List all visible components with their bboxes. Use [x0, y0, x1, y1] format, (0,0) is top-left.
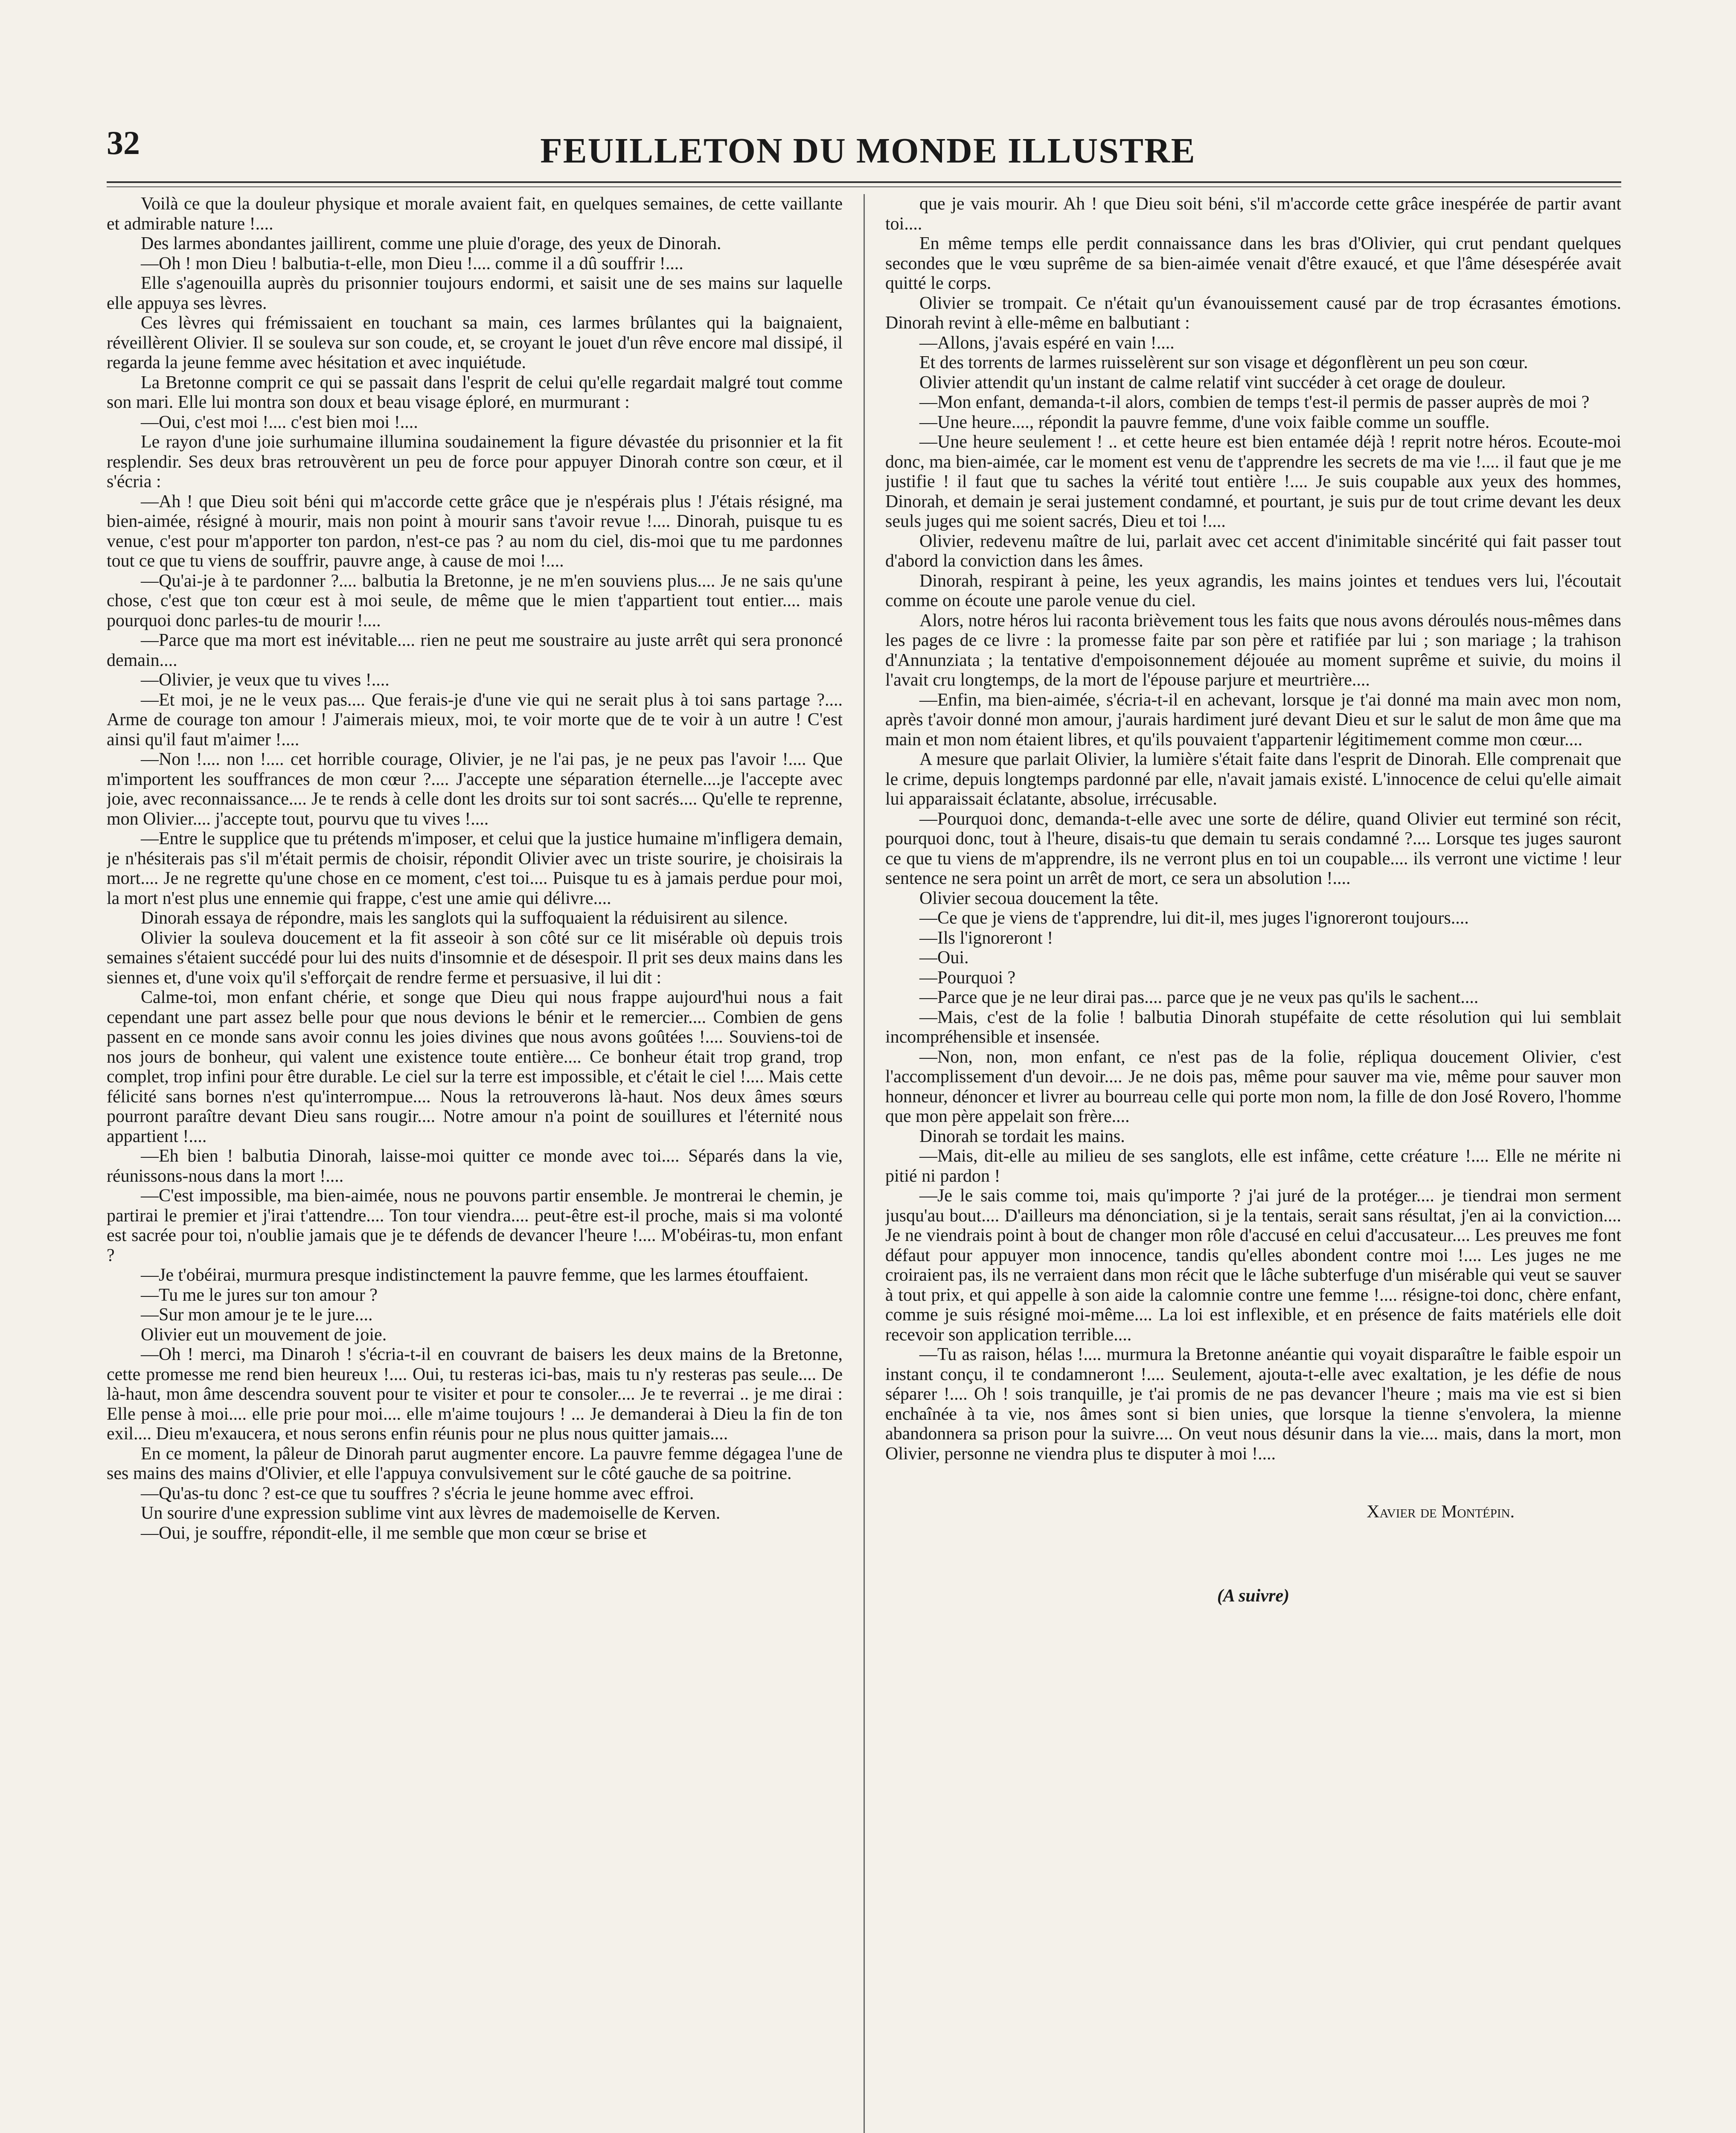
paragraph: Des larmes abondantes jaillirent, comme une pluie d'orage, des yeux de Dinorah. — [141, 234, 721, 253]
paragraph: —Non, non, mon enfant, ce n'est pas de la folie, répliqua doucement Olivier, c'est l'accomplissement d'un devoir.... Je ne dois pas, même pour sauver ma vie, même pour sauver mon honneur, dénoncer et livrer au bourreau celle qui porte mon nom, la fille de don José Rovero, l'homme que mon père appelait son frère.... — [885, 1047, 1621, 1126]
paragraph: —Une heure seulement ! .. et cette heure est bien entamée déjà ! reprit notre héros. Ecoute-moi donc, ma bien-aimée, car le moment est venu de t'apprendre les secrets de ma vie !.... il faut que je me justifie ! il faut que tu saches la vérité tout entière !.... Je suis coupable aux yeux des hommes, Dinorah, et demain je serai justement condamné, et pourtant, je suis pur de tout crime devant les deux seuls juges qui me soient sacrés, Dieu et toi !.... — [885, 432, 1621, 531]
paragraph: —Parce que ma mort est inévitable.... rien ne peut me soustraire au juste arrêt qui sera prononcé demain.... — [107, 631, 843, 670]
paragraph: —Une heure...., répondit la pauvre femme, d'une voix faible comme un souffle. — [919, 412, 1490, 432]
paragraph: —Pourquoi ? — [919, 968, 1016, 988]
author-signature: Xavier de Montépin. — [1367, 1502, 1515, 1522]
paragraph: A mesure que parlait Olivier, la lumière s'était faite dans l'esprit de Dinorah. Elle comprenait que le crime, depuis longtemps pardonné par elle, n'avait jamais existé. L'innocence de celui qu'elle aimait lui apparaissait éclatante, absolue, irrécusable. — [885, 750, 1621, 809]
paragraph: —Ils l'ignoreront ! — [919, 928, 1053, 948]
running-title: FEUILLETON DU MONDE ILLUSTRE — [540, 131, 1196, 171]
paragraph: Et des torrents de larmes ruisselèrent sur son visage et dégonflèrent un peu son cœur. — [919, 353, 1528, 372]
paragraph: En ce moment, la pâleur de Dinorah parut augmenter encore. La pauvre femme dégagea l'une de ses mains des mains d'Olivier, et elle l'appuya convulsivement sur le côté gauche de sa poitrine. — [107, 1444, 843, 1483]
paragraph: —Qu'as-tu donc ? est-ce que tu souffres ? s'écria le jeune homme avec effroi. — [141, 1483, 694, 1503]
paragraph: —Oui. — [919, 948, 969, 968]
paragraph: —Mais, c'est de la folie ! balbutia Dinorah stupéfaite de cette résolution qui lui semblait incompréhensible et insensée. — [885, 1007, 1621, 1047]
paragraph: —Ce que je viens de t'apprendre, lui dit-il, mes juges l'ignoreront toujours.... — [919, 908, 1469, 928]
paragraph: —Et moi, je ne le veux pas.... Que ferais-je d'une vie qui ne serait plus à toi sans partage ?.... Arme de courage ton amour ! J'aimerais mieux, moi, te voir morte que de te voir à un autre ! C'est ainsi qu'il faut m'aimer !.... — [107, 690, 843, 750]
right-column-paragraphs — [885, 194, 1621, 1464]
paragraph: —Mais, dit-elle au milieu de ses sanglots, elle est infâme, cette créature !.... Elle ne mérite ni pitié ni pardon ! — [885, 1146, 1621, 1186]
paragraph: Le rayon d'une joie surhumaine illumina soudainement la figure dévastée du prisonnier et la fit resplendir. Ses deux bras retrouvèrent un peu de force pour appuyer Dinorah contre son cœur, et il s'écria : — [107, 432, 843, 491]
paragraph: —Oui, c'est moi !.... c'est bien moi !.... — [141, 412, 418, 432]
paragraph: Olivier secoua doucement la tête. — [919, 888, 1159, 908]
paragraph: La Bretonne comprit ce qui se passait dans l'esprit de celui qu'elle regardait malgré tout comme son mari. Elle lui montra son doux et beau visage éploré, en murmurant : — [107, 372, 843, 412]
paragraph: —Eh bien ! balbutia Dinorah, laisse-moi quitter ce monde avec toi.... Séparés dans la vie, réunissons-nous dans la mort !.... — [107, 1146, 843, 1186]
text-columns — [107, 194, 1621, 2133]
paragraph: —Olivier, je veux que tu vives !.... — [141, 670, 390, 690]
paragraph: Olivier eut un mouvement de joie. — [141, 1325, 387, 1345]
to-be-continued: (A suivre) — [1217, 1586, 1290, 1606]
paragraph: Elle s'agenouilla auprès du prisonnier toujours endormi, et saisit une de ses mains sur laquelle elle appuya ses lèvres. — [107, 273, 843, 313]
page-number: 32 — [107, 124, 140, 161]
paragraph: Dinorah, respirant à peine, les yeux agrandis, les mains jointes et tendues vers lui, l'écoutait comme on écoute une parole venue du ciel. — [885, 571, 1621, 610]
paragraph: —Tu as raison, hélas !.... murmura la Bretonne anéantie qui voyait disparaître le faible espoir un instant conçu, il te condamneront !.... Seulement, ajouta-t-elle avec exaltation, je les défie de nous séparer !.... Oh ! sois tranquille, je t'ai promis de ne pas devancer l'heure ; mais ma vie est si bien enchaînée à ta vie, nos âmes sont si bien unies, que lorsque la tienne s'envolera, la mienne abandonnera sa prison pour la suivre.... On veut nous désunir dans la vie.... mais, dans la mort, mon Olivier, personne ne viendra plus te disputer à moi !.... — [885, 1345, 1621, 1464]
paragraph: —Entre le supplice que tu prétends m'imposer, et celui que la justice humaine m'infligera demain, je n'hésiterais pas s'il m'était permis de choisir, répondit Olivier avec un triste sourire, je choisirais la mort.... Je ne regrette qu'une chose en ce moment, c'est toi.... Puisque tu es à jamais perdue pour moi, la mort n'est plus une ennemie qui frappe, c'est une amie qui délivre.... — [107, 829, 843, 908]
paragraph: Ces lèvres qui frémissaient en touchant sa main, ces larmes brûlantes qui la baignaient, réveillèrent Olivier. Il se souleva sur son coude, et, se croyant le jouet d'un rêve encore mal dissipé, il regarda la jeune femme avec hésitation et avec inquiétude. — [107, 313, 843, 372]
paragraph: En même temps elle perdit connaissance dans les bras d'Olivier, qui crut pendant quelques secondes que le vœu suprême de sa bien-aimée venait d'être exaucé, et que l'âme désespérée avait quitté le corps. — [885, 234, 1621, 293]
paragraph: —C'est impossible, ma bien-aimée, nous ne pouvons partir ensemble. Je montrerai le chemin, je partirai le premier et j'irai t'attendre.... Ton tour viendra.... peut-être est-il proche, mais si ma volonté est sacrée pour toi, n'oublie jamais que je te défends de devancer l'heure !.... M'obéiras-tu, mon enfant ? — [107, 1186, 843, 1265]
paragraph: —Pourquoi donc, demanda-t-elle avec une sorte de délire, quand Olivier eut terminé son récit, pourquoi donc, tout à l'heure, disais-tu que demain tu serais condamné ?.... Lorsque tes juges sauront ce que tu viens de m'apprendre, ils ne verront plus en toi un coupable.... ils verront une victime ! leur sentence ne sera point un arrêt de mort, ce sera un absolution !.... — [885, 809, 1621, 888]
paragraph: —Enfin, ma bien-aimée, s'écria-t-il en achevant, lorsque je t'ai donné ma main avec mon nom, après t'avoir donné mon amour, j'aurais hardiment juré devant Dieu et sur le salut de mon âme que ma main et mon nom étaient libres, et qu'ils pouvaient t'appartenir légitimement comme mon cœur.... — [885, 690, 1621, 750]
right-column — [885, 194, 1621, 2133]
paragraph: Calme-toi, mon enfant chérie, et songe que Dieu qui nous frappe aujourd'hui nous a fait cependant une part assez belle pour que nous devions le bénir et le remercier.... Combien de gens passent en ce monde sans avoir connu les joies divines que nous avons goûtées !.... Souviens-toi de nos jours de bonheur, qui valent une existence toute entière.... Ce bonheur était trop grand, trop complet, trop infini pour être durable. Le ciel sur la terre est impossible, et c'était le ciel !.... Mais cette félicité sans bornes n'est qu'interrompue.... Nous la retrouverons là-haut. Nos deux âmes sœurs pourront paraître devant Dieu sans rougir.... Notre amour n'a point de souillures et l'éternité nous appartient !.... — [107, 988, 843, 1146]
paragraph: —Oh ! mon Dieu ! balbutia-t-elle, mon Dieu !.... comme il a dû souffrir !.... — [141, 253, 683, 273]
paragraph: —Parce que je ne leur dirai pas.... parce que je ne veux pas qu'ils le sachent.... — [919, 988, 1479, 1007]
column-divider — [864, 194, 865, 2133]
paragraph: —Allons, j'avais espéré en vain !.... — [919, 333, 1175, 353]
paragraph: —Je le sais comme toi, mais qu'importe ? j'ai juré de la protéger.... je tiendrai mon serment jusqu'au bout.... D'ailleurs ma dénonciation, si je la tentais, serait sans résultat, j'en ai la conviction.... Je ne viendrais point à bout de changer mon rôle d'accusé en celui d'accusateur.... Les preuves me font défaut pour appuyer mon innocence, tandis qu'elles abondent contre moi !.... Les juges ne me croiraient pas, ils ne verraient dans mon récit que le lâche subterfuge d'un misérable qui veut se sauver à tout prix, et qui appelle à son aide la calomnie contre une femme !.... résigne-toi donc, chère enfant, comme je suis résigné moi-même.... La loi est inflexible, et en présence de faits matériels elle doit recevoir son application terrible.... — [885, 1186, 1621, 1345]
paragraph: Alors, notre héros lui raconta brièvement tous les faits que nous avons déroulés nous-mêmes dans les pages de ce livre : la promesse faite par son père et ratifiée par lui ; son mariage ; la trahison d'Annunziata ; la tentative d'empoisonnement déjouée au moment suprême et suivie, du moins il l'avait cru longtemps, de la mort de l'épouse parjure et meurtrière.... — [885, 610, 1621, 690]
paragraph: —Tu me le jures sur ton amour ? — [141, 1285, 378, 1305]
header-rule-thin — [107, 186, 1621, 187]
left-column — [107, 194, 843, 2133]
paragraph: Un sourire d'une expression sublime vint aux lèvres de mademoiselle de Kerven. — [141, 1503, 721, 1523]
paragraph: —Qu'ai-je à te pardonner ?.... balbutia la Bretonne, je ne m'en souviens plus.... Je ne sais qu'une chose, c'est que ton cœur est à moi seule, de même que le mien t'appartient tout entier.... mais pourquoi donc parles-tu de mourir !.... — [107, 571, 843, 631]
paragraph: —Mon enfant, demanda-t-il alors, combien de temps t'est-il permis de passer auprès de moi ? — [919, 392, 1590, 412]
paragraph: que je vais mourir. Ah ! que Dieu soit béni, s'il m'accorde cette grâce inespérée de partir avant toi.... — [885, 194, 1621, 234]
paragraph: —Oui, je souffre, répondit-elle, il me semble que mon cœur se brise et — [141, 1523, 647, 1543]
header-rule — [107, 181, 1621, 183]
paragraph: Olivier se trompait. Ce n'était qu'un évanouissement causé par de trop écrasantes émotions. Dinorah revint à elle-même en balbutiant : — [885, 293, 1621, 333]
paragraph: Olivier la souleva doucement et la fit asseoir à son côté sur ce lit misérable où depuis trois semaines s'étaient succédé pour lui des nuits d'insomnie et de désespoir. Il prit ses deux mains dans les siennes et, d'une voix qu'il s'efforçait de rendre ferme et persuasive, il lui dit : — [107, 928, 843, 988]
paragraph: Olivier attendit qu'un instant de calme relatif vint succéder à cet orage de douleur. — [919, 372, 1506, 392]
paragraph: —Sur mon amour je te le jure.... — [141, 1305, 373, 1325]
paragraph: Olivier, redevenu maître de lui, parlait avec cet accent d'inimitable sincérité qui fait passer tout d'abord la conviction dans les âmes. — [885, 531, 1621, 571]
paragraph: —Ah ! que Dieu soit béni qui m'accorde cette grâce que je n'espérais plus ! J'étais résigné, ma bien-aimée, résigné à mourir, mais non point à mourir sans t'avoir revue !.... Dinorah, puisque tu es venue, c'est pour m'apporter ton pardon, n'est-ce pas ? au nom du ciel, dis-moi que tu me pardonnes tout ce que tu viens de souffrir, pauvre ange, à cause de moi !.... — [107, 491, 843, 571]
paragraph: Voilà ce que la douleur physique et morale avaient fait, en quelques semaines, de cette vaillante et admirable nature !.... — [107, 194, 843, 234]
paragraph: —Oh ! merci, ma Dinaroh ! s'écria-t-il en couvrant de baisers les deux mains de la Bretonne, cette promesse me rend bien heureux !.... Oui, tu resteras ici-bas, mais tu n'y resteras pas seule.... De là-haut, mon âme descendra souvent pour te visiter et pour te consoler.... Je te reverrai .. je me dirai : Elle pense à moi.... elle prie pour moi.... elle m'aime toujours ! ... Je demanderai à Dieu la fin de ton exil.... Dieu m'exaucera, et nous serons enfin réunis pour ne plus nous quitter jamais.... — [107, 1345, 843, 1444]
paragraph: —Non !.... non !.... cet horrible courage, Olivier, je ne l'ai pas, je ne peux pas l'avoir !.... Que m'importent les souffrances de mon cœur ?.... J'accepte une séparation éternelle....je l'accepte avec joie, avec reconnaissance.... Je te rends à celle dont les droits sur toi sont sacrés.... Qu'elle te reprenne, mon Olivier.... j'accepte tout, pourvu que tu vives !.... — [107, 750, 843, 829]
paragraph: Dinorah essaya de répondre, mais les sanglots qui la suffoquaient la réduisirent au silence. — [141, 908, 788, 928]
paragraph: —Je t'obéirai, murmura presque indistinctement la pauvre femme, que les larmes étouffaient. — [141, 1265, 808, 1285]
paragraph: Dinorah se tordait les mains. — [919, 1126, 1125, 1146]
